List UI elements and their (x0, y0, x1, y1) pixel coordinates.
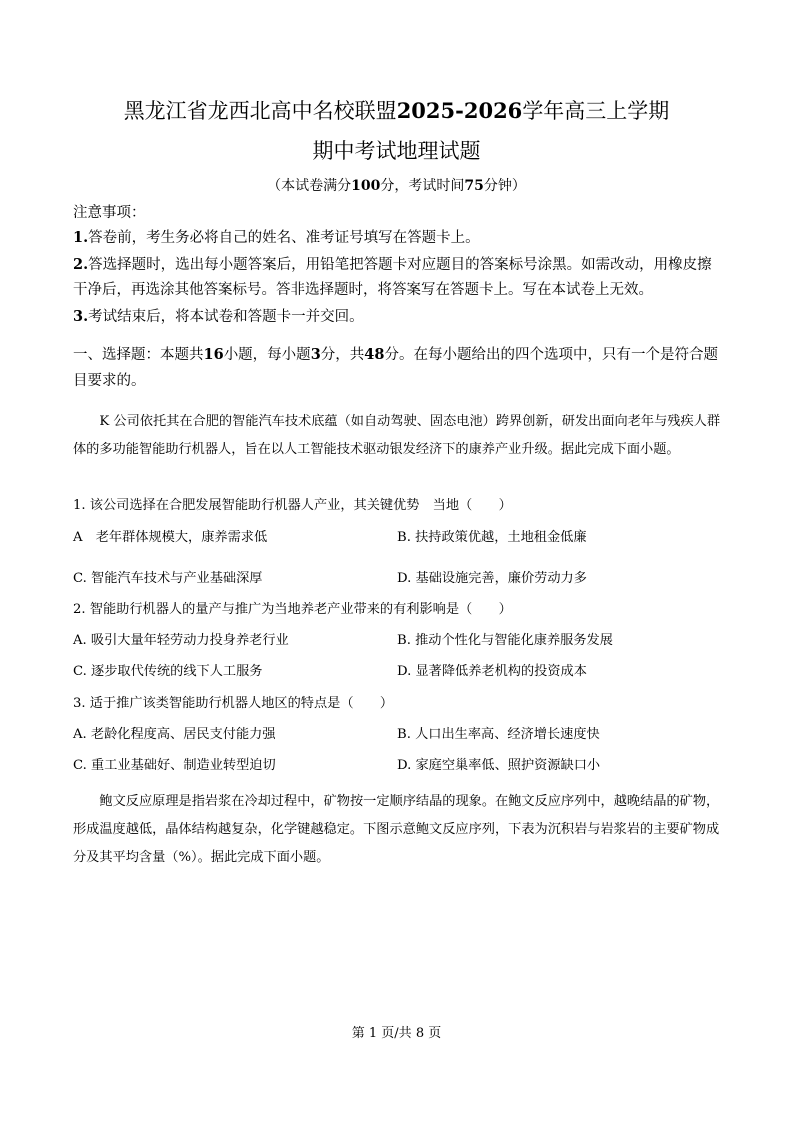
question-option: A. 吸引大量年轻劳动力投身养老行业 (73, 633, 289, 648)
exam-title-line1: 黑龙江省龙西北高中名校联盟2025-2026学年高三上学期 (123, 98, 670, 123)
exam-subtitle: （本试卷满分100分，考试时间75分钟） (267, 178, 526, 194)
notice-heading: 注意事项： (73, 205, 146, 221)
question-option: D. 显著降低养老机构的投资成本 (397, 664, 587, 679)
question-option: B. 扶持政策优越，土地租金低廉 (397, 530, 587, 545)
question-option: A 老年群体规模大，康养需求低 (73, 530, 268, 545)
question-option: C. 重工业基础好、制造业转型迫切 (73, 758, 276, 773)
notice-item: 3.考试结束后，将本试卷和答题卡一并交回。 (73, 307, 364, 325)
section-instructions: 一、选择题：本题共16小题，每小题3分，共48分。在每小题给出的四个选项中，只有一个是符合题目要求的。 (73, 346, 718, 389)
question-option: C. 智能汽车技术与产业基础深厚 (73, 571, 263, 586)
notice-list (73, 225, 723, 330)
question-stem: 2. 智能助行机器人的量产与推广为当地养老产业带来的有利影响是（ ） (73, 602, 512, 617)
question-option: C. 逐步取代传统的线下人工服务 (73, 664, 263, 679)
question-option: B. 推动个性化与智能化康养服务发展 (397, 633, 613, 648)
question-option: B. 人口出生率高、经济增长速度快 (397, 727, 600, 742)
exam-title-line2: 期中考试地理试题 (312, 139, 481, 163)
reading-passage-1: K 公司依托其在合肥的智能汽车技术底蕴（如自动驾驶、固态电池）跨界创新，研发出面向老年与残疾人群体的多功能智能助行机器人，旨在以人工智能技术驱动银发经济下的康养产业升级。据此完成下面小题。 (73, 414, 721, 457)
question-stem: 3. 适于推广该类智能助行机器人地区的特点是（ ） (73, 696, 394, 711)
question-stem: 1. 该公司选择在合肥发展智能助行机器人产业，其关键优势 当地（ ） (73, 498, 512, 513)
question-option: D. 基础设施完善，廉价劳动力多 (397, 571, 587, 586)
question-option: A. 老龄化程度高、居民支付能力强 (73, 727, 276, 742)
notice-item: 2.答选择题时，选出每小题答案后，用铅笔把答题卡对应题目的答案标号涂黑。如需改动，用橡皮擦干净后，再选涂其他答案标号。答非选择题时，将答案写在答题卡上。写在本试卷上无效。 (73, 255, 712, 298)
reading-passage-2: 鲍文反应原理是指岩浆在冷却过程中，矿物按一定顺序结晶的现象。在鲍文反应序列中，越晚结晶的矿物，形成温度越低，晶体结构越复杂，化学键越稳定。下图示意鲍文反应序列，下表为沉积岩与岩浆岩的主要矿物成分及其平均含量（%）。据此完成下面小题。 (73, 794, 720, 865)
notice-item: 1.答卷前，考生务必将自己的姓名、准考证号填写在答题卡上。 (73, 229, 480, 246)
question-option: D. 家庭空巢率低、照护资源缺口小 (397, 758, 601, 773)
page-footer: 第 1 页/共 8 页 (351, 1026, 442, 1041)
